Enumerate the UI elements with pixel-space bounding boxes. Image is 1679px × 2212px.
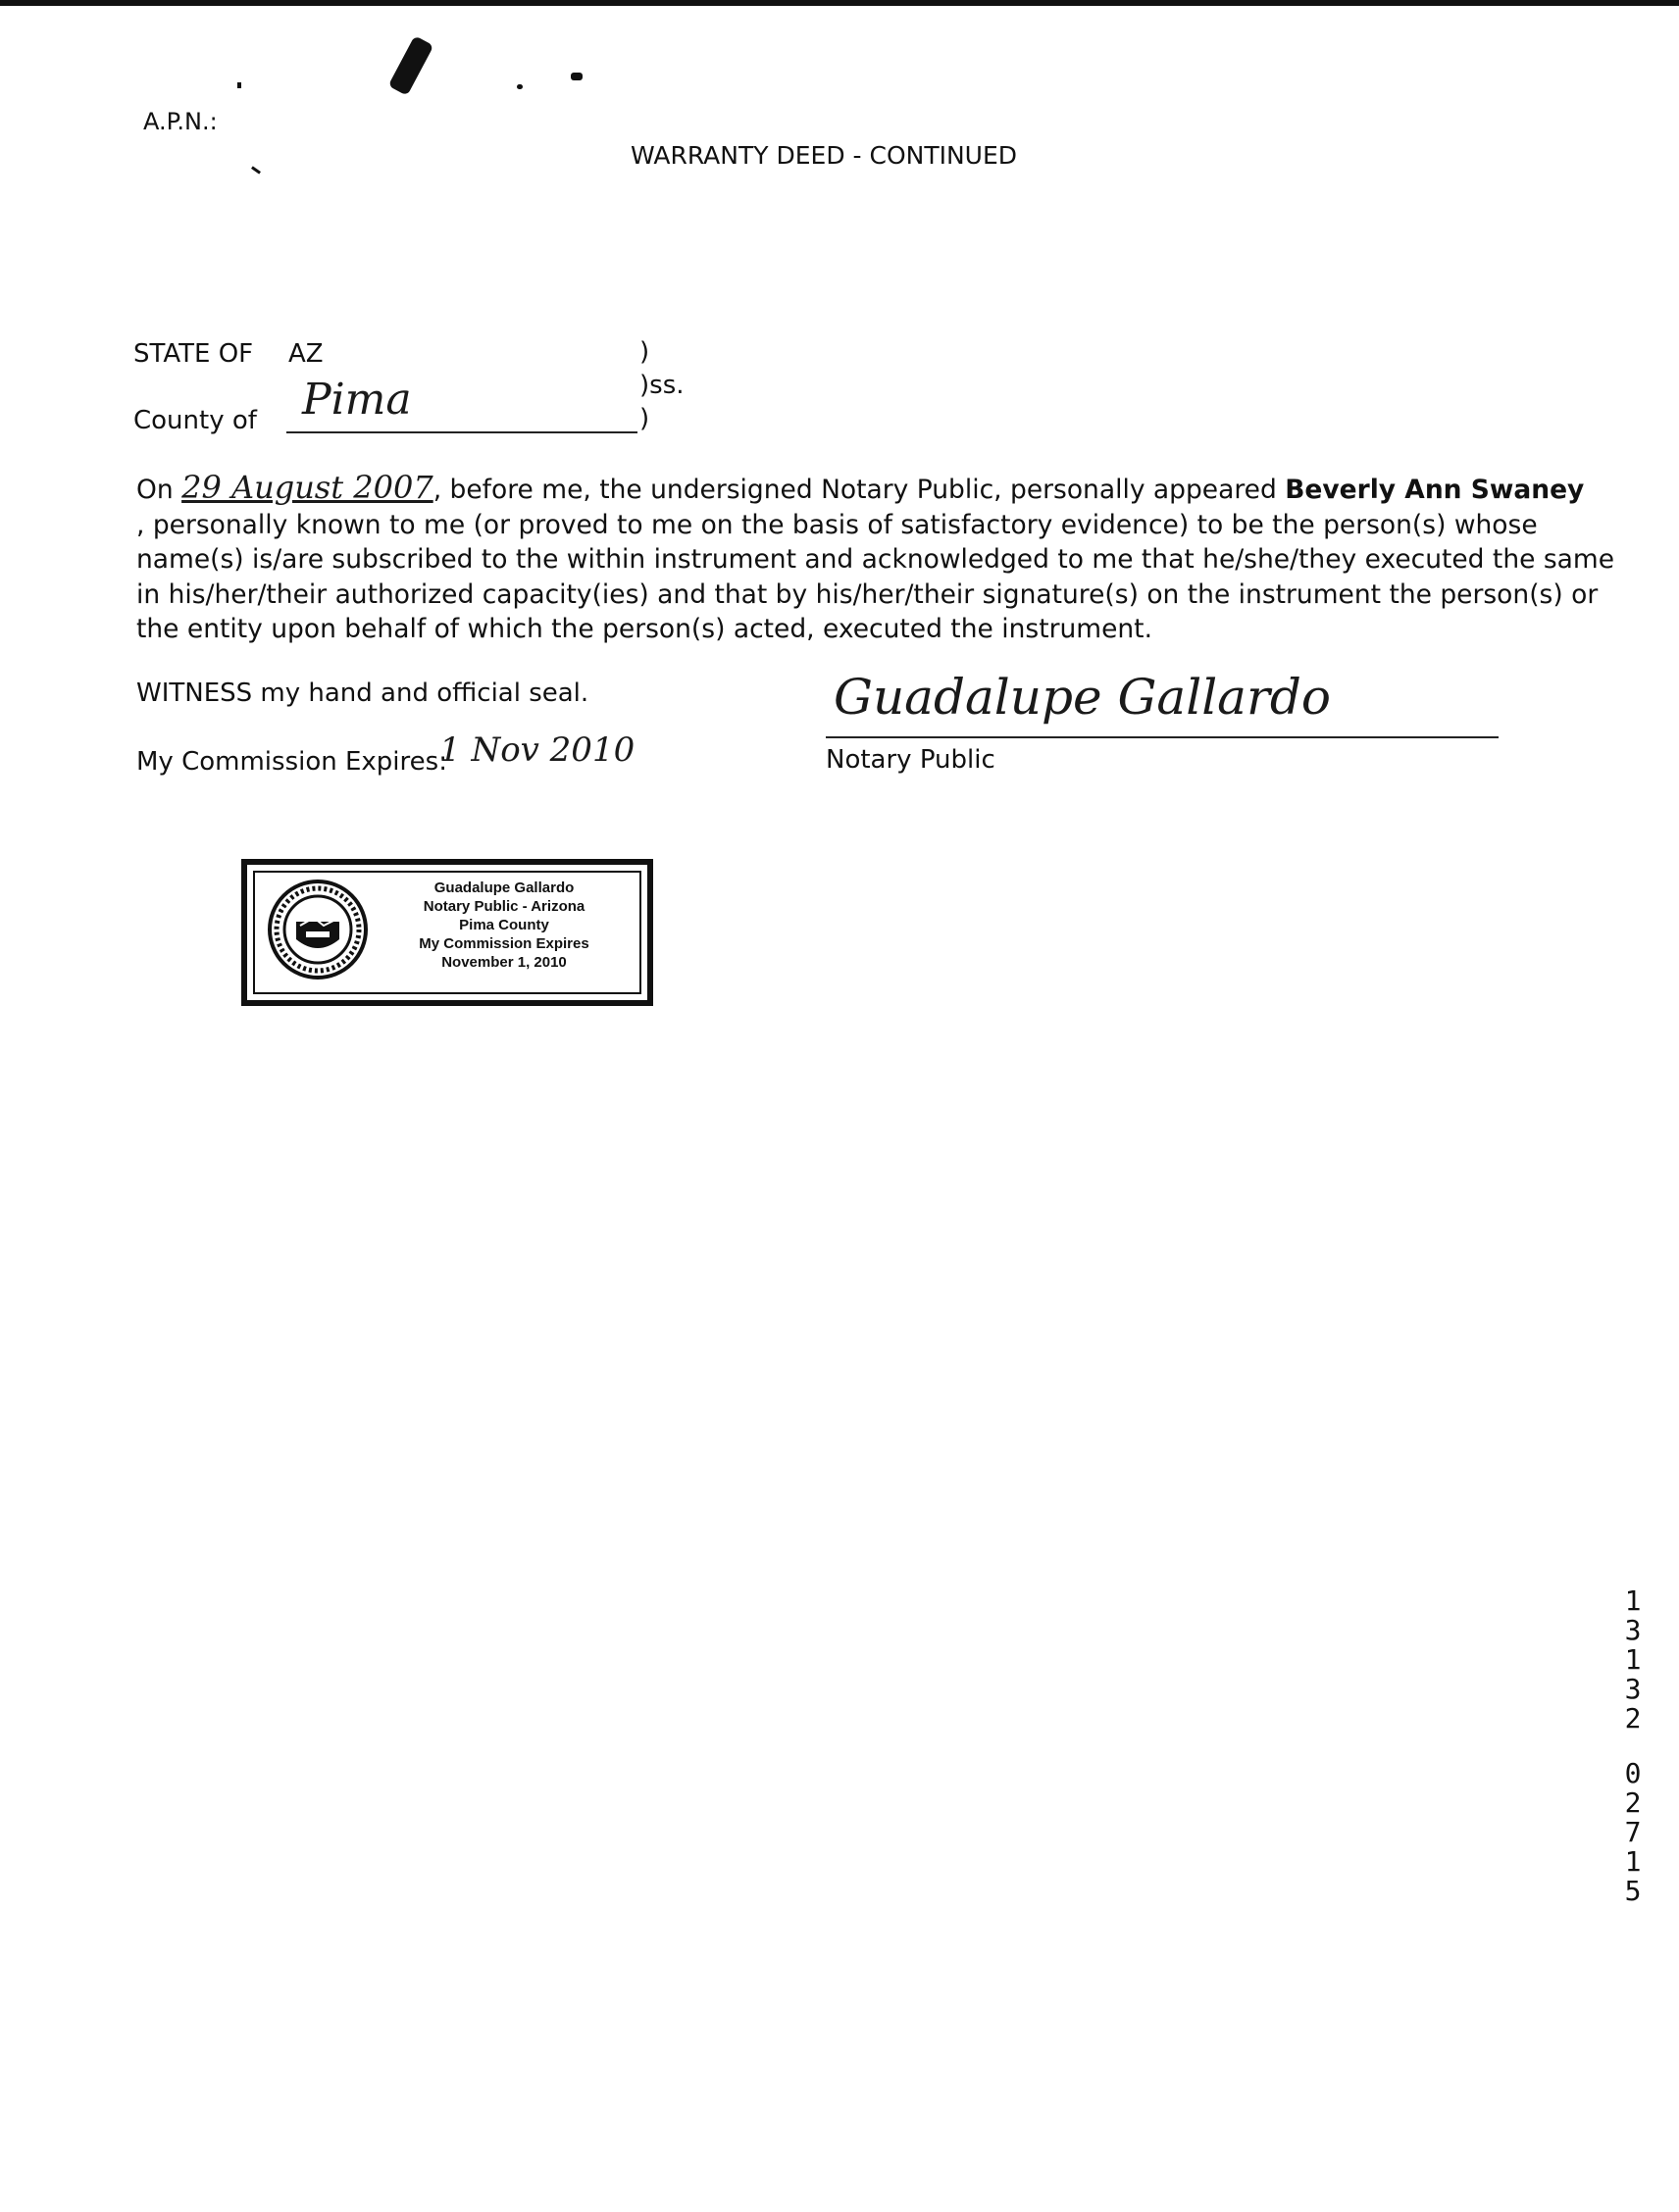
stamp-text [386,879,622,972]
date-handwritten: 29 August 2007 [181,469,433,506]
recording-digit: 3 [1624,1614,1642,1646]
on-label: On [136,475,174,505]
state-value: AZ [288,339,324,369]
recording-number [1618,1586,1648,1906]
arizona-seal-icon [267,879,369,980]
county-label: County of [133,406,257,435]
county-underline [286,431,637,433]
recording-digit: 7 [1624,1816,1642,1848]
ack-line-1: On 29 August 2007, before me, the undersigned Notary Public, personally appeared Beverly Ann Swaney [136,469,1585,506]
apn-label: A.P.N.: [143,108,218,135]
ack-line-3: name(s) is/are subscribed to the within instrument and acknowledged to me that he/she/they executed the same [136,544,1615,575]
scan-mark [237,82,241,88]
recording-digit: 1 [1624,1643,1642,1676]
scan-top-border [0,0,1679,6]
notary-public-label: Notary Public [826,745,995,775]
notary-signature: Guadalupe Gallardo [834,669,1332,726]
notary-stamp [241,859,653,1006]
stamp-line-1: Guadalupe Gallardo [433,880,575,896]
recording-digit: 2 [1624,1702,1642,1734]
witness-text: WITNESS my hand and official seal. [136,679,589,708]
recording-digit: 0 [1624,1757,1642,1789]
ack-line-1-text: before me, the undersigned Notary Public, personally appeared [449,475,1277,505]
recording-digit: 5 [1624,1875,1642,1907]
commission-handwritten: 1 Nov 2010 [439,730,636,770]
acknowledgment-paragraph [136,469,1615,647]
recording-digit: 2 [1624,1786,1642,1819]
scan-mark [388,35,434,96]
stamp-line-5: November 1, 2010 [441,954,567,971]
stamp-line-3: Pima County [459,917,549,933]
ack-line-4: in his/her/their authorized capacity(ies) and that by his/her/their signature(s) on the instrument the person(s) or [136,578,1599,610]
recording-digit: 1 [1624,1845,1642,1878]
commission-label: My Commission Expires: [136,747,447,777]
venue-paren-top: ) [639,337,650,367]
venue-paren-bottom: ) [639,404,650,433]
recording-digit: 1 [1624,1584,1642,1617]
scan-mark [517,84,523,89]
appeared-name: Beverly Ann Swaney [1285,475,1585,505]
ack-line-5: the entity upon behalf of which the person(s) acted, executed the instrument. [136,614,1152,644]
stamp-line-4: My Commission Expires [419,935,589,952]
scan-mark [571,73,583,80]
signature-line [826,736,1499,738]
county-handwritten: Pima [302,375,412,425]
ack-line-2: , personally known to me (or proved to me on the basis of satisfactory evidence) to be the person(s) whose [136,509,1538,540]
document-title: WARRANTY DEED - CONTINUED [631,141,1018,170]
recording-digit-gap [1618,1734,1648,1759]
recording-digit: 3 [1624,1673,1642,1705]
state-label: STATE OF [133,339,254,369]
venue-ss: )ss. [639,371,685,400]
scan-mark [251,166,261,174]
stamp-line-2: Notary Public - Arizona [423,898,585,915]
